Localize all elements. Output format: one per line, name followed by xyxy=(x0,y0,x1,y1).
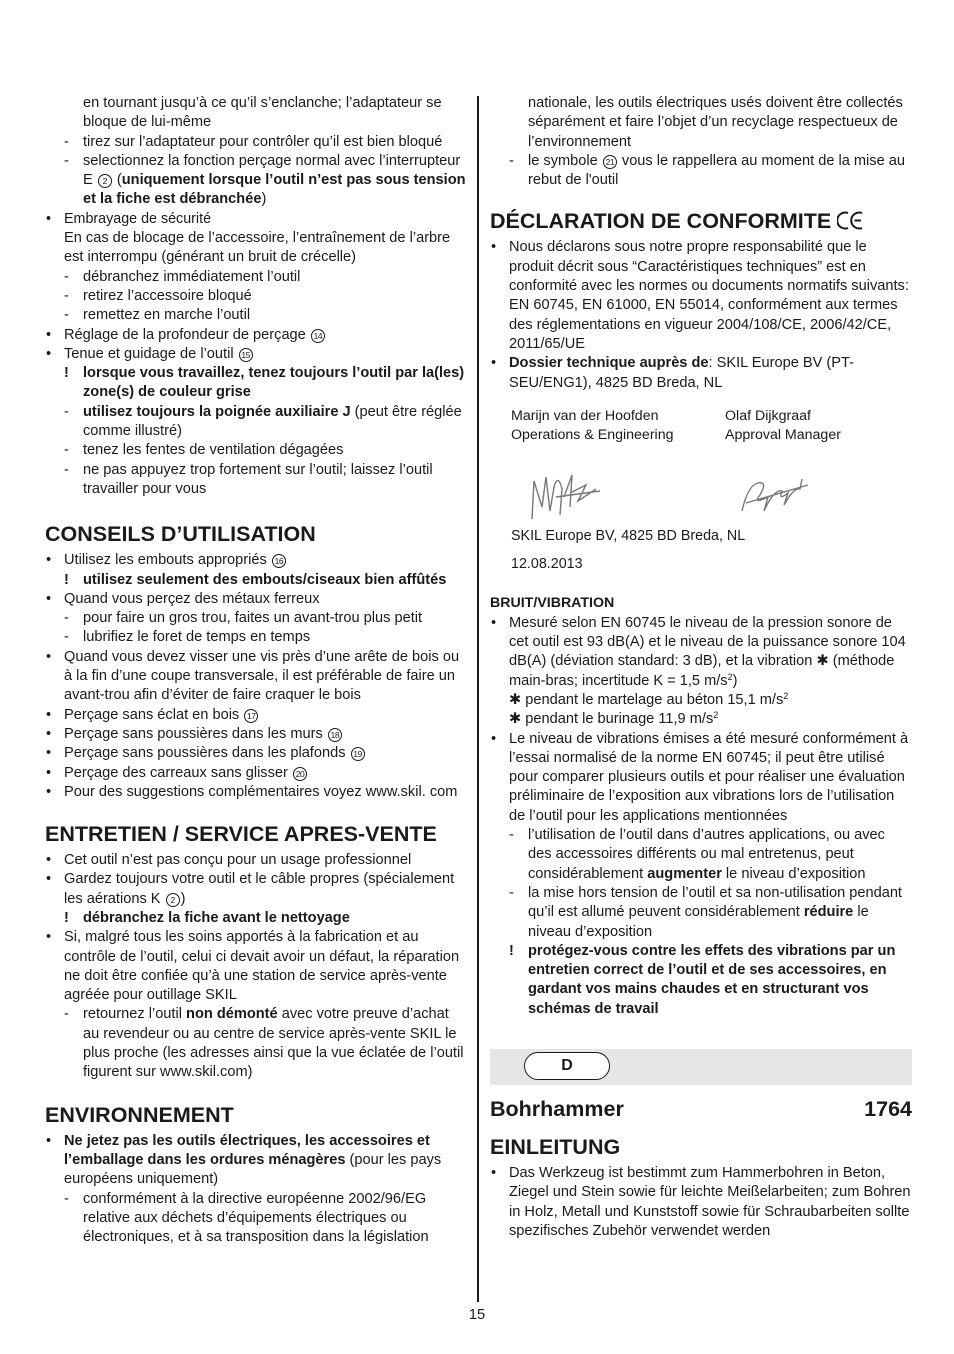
section-heading-entretien: ENTRETIEN / SERVICE APRES-VENTE xyxy=(45,822,437,847)
list-item: • Dossier technique auprès de: SKIL Europe BV (PT-SEU/ENG1), 4825 BD Breda, NL xyxy=(491,355,854,391)
warning-item: ! débranchez la fiche avant le nettoyage xyxy=(64,909,350,926)
list-item: • Quand vous devez visser une vis près d’une arête de bois ou à la fin d’une coupe transversale, il est préférable de faire un avant-trou afin d’éviter de faire craquer le bois xyxy=(46,648,460,704)
product-name: Bohrhammer xyxy=(490,1096,624,1121)
signer-2: Olaf Dijkgraaf Approval Manager xyxy=(725,407,841,444)
list-item: • Quand vous perçez des métaux ferreux xyxy=(46,590,320,607)
product-number: 1764 xyxy=(864,1096,912,1121)
list-item: • Réglage de la profondeur de perçage 14 xyxy=(45,326,467,345)
list-item: - tenez les fentes de ventilation dégagées xyxy=(64,442,344,459)
list-item: - remettez en marche l’outil xyxy=(64,307,251,324)
section-heading-environnement: ENVIRONNEMENT xyxy=(45,1102,234,1127)
paragraph: En cas de blocage de l’accessoire, l’entraînement de l’arbre est interrompu (générant un bruit de crécelle) xyxy=(64,230,451,266)
callout-number: 2 xyxy=(166,893,180,907)
list-item: • Das Werkzeug ist bestimmt zum Hammerbohren in Beton, Ziegel und Stein sowie für leichte Meißelarbeiten; zum Bohren in Holz, Metall und Kunststoff sowie für Schraubarbeiten sollte spezifisches Zubehör verwendet werden xyxy=(491,1164,911,1239)
signature-2-image xyxy=(738,475,812,517)
list-item: • Si, malgré tous les soins apportés à la fabrication et au contrôle de l’outil, celui ci devait avoir un défaut, la réparation ne doit être confiée qu’à une station de service après-vente agréée pour outillage SKIL xyxy=(46,929,460,1004)
signer-1: Marijn van der Hoofden Operations & Engineering xyxy=(511,407,674,444)
list-item: • Ne jetez pas les outils électriques, les accessoires et l’emballage dans les ordures ménagères (pour les pays européens uniquement) xyxy=(46,1132,442,1188)
callout-number: 16 xyxy=(272,554,286,568)
list-item: ✱ pendant le burinage 11,9 $m/s^2$ xyxy=(509,710,719,728)
callout-number: 19 xyxy=(351,747,365,761)
section-heading-conseils: CONSEILS D’UTILISATION xyxy=(45,522,316,547)
warning-item: ! utilisez seulement des embouts/ciseaux bien affûtés xyxy=(64,571,447,588)
list-item: • Perçage des carreaux sans glisser 20 xyxy=(45,764,467,783)
list-item: • Perçage sans poussières dans les plafonds 19 xyxy=(45,744,467,763)
list-item: - retirez l’accessoire bloqué xyxy=(64,287,252,304)
callout-number: 20 xyxy=(293,767,307,781)
list-item: - conformément à la directive européenne 2002/96/EG relative aux déchets d’équipements électriques ou électroniques, et à sa transposition dans la législation xyxy=(64,1190,429,1246)
section-heading-einleitung: EINLEITUNG xyxy=(490,1134,621,1159)
list-item: - lubrifiez le foret de temps en temps xyxy=(64,629,311,646)
list-item: - ne pas appuyez trop fortement sur l’outil; laissez l’outil travailler pour vous xyxy=(64,461,433,497)
list-item: • Le niveau de vibrations émises a été mesuré conformément à l’essai normalisé de la norme EN 60745; il peut être utilisé pour comparer plusieurs outils et pour réaliser une évaluation préliminaire de l’exposition aux vibrations lors de l’utilisation de l’outil pour les applications mentionnées xyxy=(491,730,909,824)
callout-number: 2 xyxy=(98,174,112,188)
list-item: - selectionnez la fonction perçage normal avec l’interrupteur E 2 (uniquement lorsque l’outil n’est pas sous tension et la fiche est débranchée) xyxy=(64,152,466,208)
list-item: • Pour des suggestions complémentaires voyez www.skil. com xyxy=(46,783,458,800)
list-item: • Gardez toujours votre outil et le câble propres (spécialement les aérations K 2 ) xyxy=(46,871,455,907)
list-item: • Utilisez les embouts appropriés 16 xyxy=(45,551,467,570)
language-bar xyxy=(490,1049,912,1085)
section-heading-declaration: DÉCLARATION DE CONFORMITE xyxy=(490,209,912,233)
list-item: ✱ pendant le martelage au béton 15,1 $m/s^2$ xyxy=(509,690,789,708)
list-item: - l’utilisation de l’outil dans d’autres applications, ou avec des accessoires différents ou mal entretenus, peut considérablement augmenter le niveau d’exposition xyxy=(509,827,885,882)
callout-number: 21 xyxy=(603,155,617,169)
warning-item: ! lorsque vous travaillez, tenez toujours l’outil par la(les) zone(s) de couleur grise xyxy=(64,365,465,401)
list-item: - le symbole 21 vous le rappellera au moment de la mise au rebut de l'outil xyxy=(509,152,906,189)
callout-number: 17 xyxy=(244,709,258,723)
list-item: - retournez l’outil non démonté avec votre preuve d’achat au revendeur ou au centre de service après-vente SKIL le plus proche (les adresses ainsi que la vue éclatée de l’outil figurent sur www.skil.com) xyxy=(64,1006,464,1081)
list-item: • Mesuré selon EN 60745 le niveau de la pression sonore de cet outil est 93 dB(A) et le niveau de la puissance sonore 104 dB(A) (déviation standard: 3 dB), et la vibration ✱ (méthode main-bras; incertitude K = 1,5 $m/s^2$) xyxy=(491,614,906,689)
left-column xyxy=(45,94,467,1247)
date-line: 12.08.2013 xyxy=(511,556,583,573)
list-item: • Perçage sans poussières dans les murs 18 xyxy=(45,725,467,744)
list-item: - la mise hors tension de l’outil et sa non-utilisation pendant qu’il est allumé peuvent considérablement réduire le niveau d’exposition xyxy=(509,884,902,940)
list-item: - utilisez toujours la poignée auxiliaire J (peut être réglée comme illustré) xyxy=(64,403,462,440)
list-item: - tirez sur l’adaptateur pour contrôler qu’il est bien bloqué xyxy=(64,133,443,150)
list-item: • Nous déclarons sous notre propre responsabilité que le produit décrit sous “Caractéristiques techniques” est en conformité avec les normes ou documents normatifs suivants: EN 60745, EN 61000, EN 55014, conformément aux termes des réglementations en vigueur 2004/108/CE, 2006/42/CE, 2011/65/UE xyxy=(491,239,909,352)
list-item: • Tenue et guidage de l’outil 15 xyxy=(45,345,467,364)
column-divider xyxy=(477,96,479,1302)
list-item: en tournant jusqu’à ce qu’il s’enclanche; l’adaptateur se bloque de lui-même xyxy=(83,95,442,131)
section-heading-bruit: BRUIT/VIBRATION xyxy=(490,595,615,612)
ce-mark-icon xyxy=(837,211,865,230)
signatures-block xyxy=(490,407,912,527)
callout-number: 15 xyxy=(239,348,253,362)
list-item: - pour faire un gros trou, faites un avant-trou plus petit xyxy=(64,610,423,627)
warning-item: ! protégez-vous contre les effets des vibrations par un entretien correct de l’outil et de ses accessoires, en gardant vos mains chaudes et en structurant vos schémas de travail xyxy=(509,942,896,1017)
callout-number: 18 xyxy=(328,728,342,742)
page-number: 15 xyxy=(468,1307,486,1323)
list-item: - débranchez immédiatement l’outil xyxy=(64,268,301,285)
signature-1-image xyxy=(526,467,606,523)
right-column xyxy=(490,94,912,1241)
list-item: • Embrayage de sécurité xyxy=(46,210,212,227)
callout-number: 14 xyxy=(311,329,325,343)
list-item: • Cet outil n’est pas conçu pour un usage professionnel xyxy=(46,852,412,869)
product-title xyxy=(490,1097,912,1121)
company-line: SKIL Europe BV, 4825 BD Breda, NL xyxy=(511,527,746,544)
list-item: • Perçage sans éclat en bois 17 xyxy=(45,706,467,725)
language-badge: D xyxy=(524,1052,610,1080)
list-item: nationale, les outils électriques usés doivent être collectés séparément et faire l’objet d’un recyclage respectueux de l’environnement xyxy=(528,95,903,150)
